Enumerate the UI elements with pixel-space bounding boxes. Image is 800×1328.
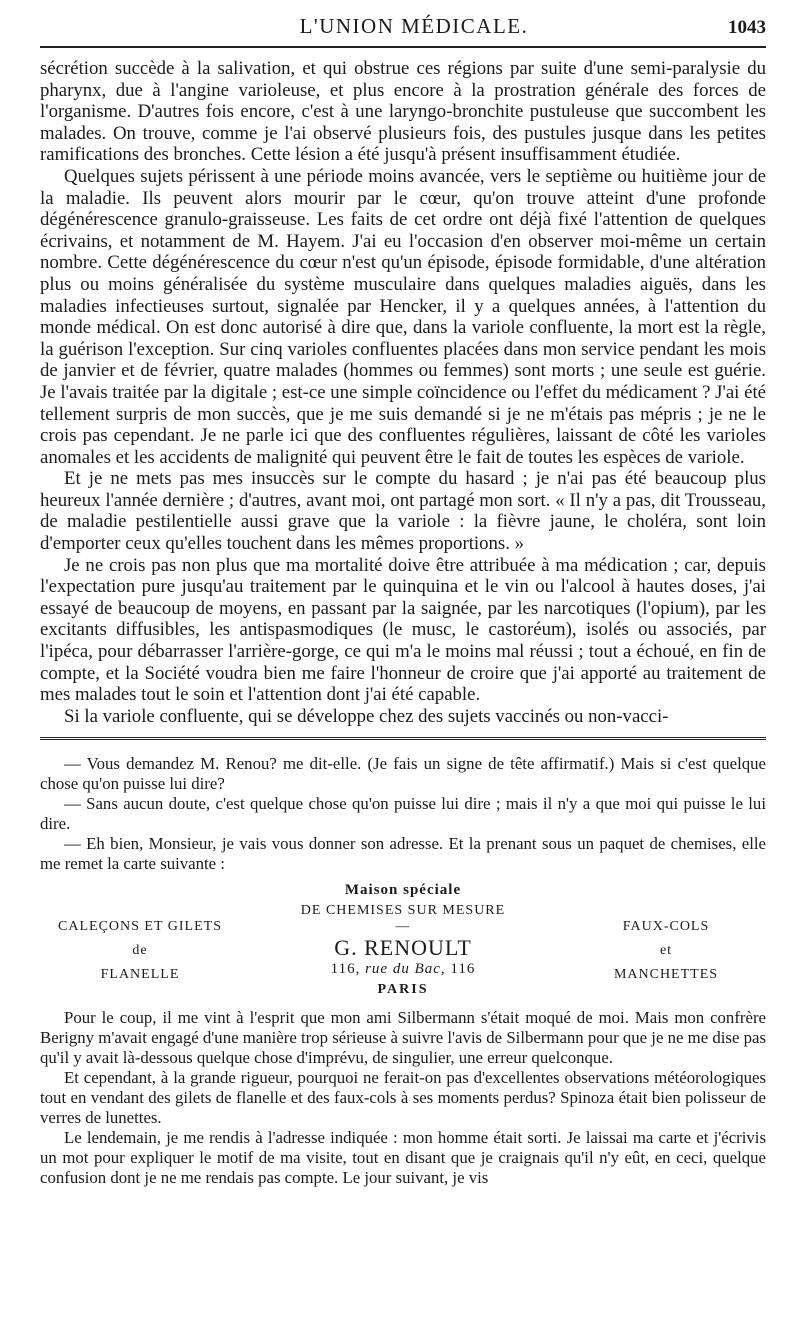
feuilleton-paragraph: Pour le coup, il me vint à l'esprit que mon ami Silbermann s'était moqué de moi. Mais mon confrère Berigny m'avait engagé d'une manière trop sérieuse à suivre l'avis de Silbermann pour que je ne me dise pas qu'il y avait là-dessous quelque chose d'imprévu, de singulier, une erreur quelconque. bbox=[40, 1008, 766, 1068]
card-address-number-2: 116 bbox=[450, 961, 476, 978]
feuilleton-paragraph: — Sans aucun doute, c'est quelque chose qu'on puisse lui dire ; mais il n'y a que moi qui puisse le lui dire. bbox=[40, 794, 766, 834]
page-number: 1043 bbox=[728, 17, 766, 38]
card-right-line: et bbox=[659, 942, 673, 958]
card-heading: Maison spéciale bbox=[344, 882, 462, 899]
feuilleton-paragraph: — Eh bien, Monsieur, je vais vous donner son adresse. Et la prenant sous un paquet de chemises, elle me remet la carte suivante : bbox=[40, 834, 766, 874]
header-rule bbox=[40, 46, 766, 48]
card-merchant-name: G. RENOULT bbox=[334, 935, 472, 961]
journal-title: L'UNION MÉDICALE. bbox=[299, 14, 529, 38]
running-header bbox=[40, 14, 766, 44]
card-left-line: FLANELLE bbox=[100, 966, 180, 982]
article-paragraph: Si la variole confluente, qui se développe chez des sujets vaccinés ou non-vacci- bbox=[64, 705, 669, 727]
card-address-number: 116, bbox=[330, 961, 361, 978]
card-row bbox=[40, 903, 766, 998]
feuilleton-paragraph: Et cependant, à la grande rigueur, pourquoi ne ferait-on pas d'excellentes observations météorologiques tout en vendant des gilets de flanelle et des faux-cols à ses moments perdus? Spinoza était bien polisseur de verres de lunettes. bbox=[40, 1068, 766, 1128]
card-right-line: FAUX-COLS bbox=[622, 918, 710, 934]
article-paragraph: sécrétion succède à la salivation, et qui obstrue ces régions par suite d'une semi-paralysie du pharynx, due à l'angine varioleuse, et plus encore à la prostration générale des forces de l'organisme. D'autres fois encore, c'est à une laryngo-bronchite pustuleuse que succombent les malades. On trouve, comme je l'ai observé plusieurs fois, des pustules jusque dans les petites ramifications des bronches. Cette lésion a été jusqu'à présent insuffisamment étudiée. bbox=[40, 58, 766, 166]
feuilleton-divider bbox=[40, 737, 766, 740]
card-right-column bbox=[566, 919, 766, 983]
card-left-column bbox=[40, 919, 240, 983]
article-paragraph: Et je ne mets pas mes insuccès sur le compte du hasard ; je n'ai pas été beaucoup plus heureux l'année dernière ; d'autres, avant moi, ont partagé mon sort. « Il n'y a pas, dit Trousseau, de maladie pestilentielle aussi grave que la variole : la fièvre jaune, le choléra, sont loin d'emporter ceux qu'elles touchent dans les mêmes proportions. » bbox=[40, 468, 766, 555]
card-left-line: de bbox=[132, 942, 148, 958]
card-center-dash: — bbox=[395, 919, 411, 935]
card-left-line: CALEÇONS ET GILETS bbox=[58, 918, 222, 934]
business-card bbox=[40, 882, 766, 998]
article-paragraph: Quelques sujets périssent à une période moins avancée, vers le septième ou huitième jour de la maladie. Ils peuvent alors mourir par le cœur, qu'on trouve atteint d'une profonde dégénérescence granulo-graisseuse. Les faits de cet ordre ont déjà fixé l'attention de quelques écrivains, et notamment de M. Hayem. J'ai eu l'occasion d'en observer moi-même un certain nombre. Cette dégénérescence du cœur n'est qu'un épisode, épisode formidable, d'une altération plus ou moins généralisée du système musculaire dans quelques maladies aiguës, dans les maladies infectieuses surtout, signalée par Hencker, il y a quelques années, à l'attention du monde médical. On est donc autorisé à dire que, dans la variole confluente, la mort est la règle, la guérison l'exception. Sur cinq varioles confluentes placées dans mon service pendant les mois de janvier et de février, quatre malades (hommes ou femmes) sont morts ; une seule est guérie. Je l'avais traitée par la digitale ; est-ce une simple coïncidence ou l'effet du médicament ? J'ai été tellement surpris de mon succès, que je me suis demandé si je ne m'étais pas mépris ; je ne le crois pas cependant. Je ne parle ici que des confluentes régulières, laissant de côté les varioles anomales et les accidents de malignité qui peuvent être le fait de toutes les espèces de variole. bbox=[40, 165, 766, 468]
card-address bbox=[263, 961, 543, 978]
main-article bbox=[40, 58, 766, 727]
card-city: PARIS bbox=[377, 982, 429, 998]
card-center-column bbox=[263, 903, 543, 998]
feuilleton-paragraph: Le lendemain, je me rendis à l'adresse indiquée : mon homme était sorti. Je laissai ma carte et j'écrivis un mot pour expliquer le motif de ma visite, tout en disant que je craignais qu'il n'y eût, en ceci, quelque confusion dont je ne me rendais pas compte. Le jour suivant, je vis bbox=[40, 1128, 766, 1188]
article-paragraph: Je ne crois pas non plus que ma mortalité doive être attribuée à ma médication ; car, depuis l'expectation pure jusqu'au traitement par le quinquina et le vin ou l'alcool à hautes doses, j'ai essayé de beaucoup de moyens, en passant par la saignée, par les narcotiques (l'opium), par les excitants diffusibles, les antispasmodiques (le musc, le castoréum), isolés ou associés, par l'ipéca, pour débarrasser l'arrière-gorge, ce qui m'a le moins mal réussi ; tout a échoué, en fin de compte, et la Société voudra bien me faire l'honneur de croire que j'ai apporté au traitement de mes malades tout le soin et l'attention dont j'ai été capable. bbox=[40, 554, 766, 706]
card-right-line: MANCHETTES bbox=[613, 966, 719, 982]
feuilleton-paragraph: — Vous demandez M. Renou? me dit-elle. (Je fais un signe de tête affirmatif.) Mais si c'est quelque chose qu'on puisse lui dire? bbox=[40, 754, 766, 794]
card-center-line: DE CHEMISES SUR MESURE bbox=[300, 903, 506, 919]
feuilleton bbox=[40, 754, 766, 1188]
card-address-street: rue du Bac, bbox=[365, 961, 446, 978]
